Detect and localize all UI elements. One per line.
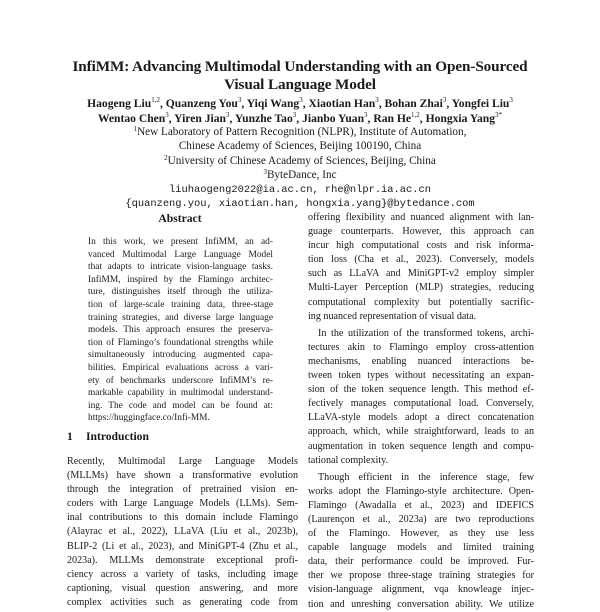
right-column-body bbox=[308, 211, 534, 612]
body-line: tational complexity. bbox=[308, 454, 389, 466]
affiliation-line: Chinese Academy of Sciences, Beijing 100190, China bbox=[178, 140, 422, 153]
affiliation-text: ByteDance, Inc bbox=[266, 169, 337, 182]
title-line: Visual Language Model bbox=[224, 76, 376, 93]
intro-line: 2023a). MLLMs demonstrate exceptional profi- bbox=[67, 554, 298, 566]
paragraph bbox=[308, 471, 534, 612]
body-line: tween token types without necessitating an expan- bbox=[308, 370, 534, 382]
author-affiliation-mark: 3 bbox=[299, 96, 303, 104]
abstract-line: tion of large-scale training data, three-stage bbox=[88, 299, 273, 310]
body-line: augmentation in token sequence length and compu- bbox=[308, 440, 534, 452]
author-name: Bohan Zhai bbox=[384, 97, 443, 110]
author-affiliation-mark: 3 bbox=[509, 96, 513, 104]
author-affiliation-mark: 3 bbox=[442, 96, 447, 104]
abstract-line: simultaneously introducing augmented capa- bbox=[88, 350, 273, 361]
body-line: works adopt the Flamingo-style architecture. Open- bbox=[308, 485, 534, 497]
body-line: tion loss (Cha et al., 2023). Conversely, models bbox=[308, 254, 534, 266]
body-line: offering flexibility and nuanced alignment with lan- bbox=[308, 212, 534, 223]
body-line: sion of the token sequence length. This method ef- bbox=[308, 384, 534, 396]
body-line: tion and unreshing conversation ability. We utilize bbox=[308, 598, 534, 610]
affiliation-line bbox=[60, 168, 540, 182]
intro-line: ciency across a variety of tasks, including image bbox=[67, 568, 298, 580]
author-affiliation-mark: 3 bbox=[375, 96, 379, 104]
body-line: fectively manages computational load. Conversely, bbox=[308, 398, 534, 410]
author-name: Wentao Chen bbox=[97, 111, 166, 125]
abstract-body bbox=[88, 236, 273, 425]
author-affiliation-mark: 3 bbox=[364, 110, 368, 119]
author-name: Yunzhe Tao bbox=[234, 111, 293, 125]
body-line: computational complexity but potentially sacrific- bbox=[308, 296, 534, 308]
affiliation-text: New Laboratory of Pattern Recognition (NLPR), Institute of Automation, bbox=[137, 126, 467, 138]
abstract-heading: Abstract bbox=[158, 212, 202, 225]
author-line: Haogeng Liu$^{1,2}$, Quanzeng You$^3$, Yiqi Wang$^3$, Xiaotian Han$^3$, Bohan Zhai$^3$, Yongfei Liu$^3$ bbox=[87, 96, 513, 110]
introduction-body bbox=[67, 455, 298, 610]
affiliation-mark: 2 bbox=[164, 153, 168, 162]
intro-line: coders with Large Language Models (LLMs). Sem- bbox=[67, 498, 298, 510]
body-line: of the Flamingo. However, as they use less bbox=[308, 528, 534, 540]
body-line: ther we propose three-stage training strategies for bbox=[308, 570, 534, 582]
intro-line: (Alayrac et al., 2022), LLaVA (Liu et al., 2023b), bbox=[67, 526, 298, 538]
intro-line: inal contributions to this domain include Flamingo bbox=[67, 512, 298, 524]
paper-title bbox=[60, 58, 540, 94]
author-name: Xiaotian Han bbox=[308, 97, 376, 110]
intro-line: captioning, visual question answering, and more bbox=[67, 582, 298, 594]
affiliation-line bbox=[60, 154, 540, 168]
abstract-line: tion of Flamingo’s foundational strengths while bbox=[88, 337, 273, 348]
paragraph bbox=[308, 327, 534, 468]
body-line: Multi-Layer Perception (MLP) strategies, reducing bbox=[308, 282, 534, 294]
author-affiliation-mark: 1,2 bbox=[411, 110, 420, 119]
body-line: mechanisms, enabling nuanced interactions be- bbox=[308, 355, 534, 367]
author-name: Yiqi Wang bbox=[246, 97, 300, 110]
affiliation-mark: 3 bbox=[263, 168, 267, 177]
body-line: Flamingo (Awadalla et al., 2023) and IDEFICS bbox=[308, 499, 534, 511]
abstract-line: models. This approach ensures the preserva- bbox=[88, 325, 273, 336]
body-line: In the utilization of the transformed tokens, archi- bbox=[318, 327, 534, 339]
body-line: approach, which, while straightforward, leads to an bbox=[308, 426, 534, 438]
author-name: Yiren Jian bbox=[174, 111, 226, 125]
author-affiliation-mark: 3 bbox=[225, 110, 230, 119]
body-line: ing nuanced representation of visual data. bbox=[308, 310, 477, 322]
author-affiliation-mark: 3 bbox=[237, 96, 242, 104]
abstract-line: In this work, we present InfiMM, an ad- bbox=[88, 237, 273, 247]
body-line: (Laurençon et al., 2023a) are two reproductions bbox=[308, 513, 534, 525]
paragraph bbox=[308, 211, 534, 324]
title-line: InfiMM: Advancing Multimodal Understanding with an Open-Sourced bbox=[72, 58, 528, 75]
author-line: Wentao Chen$^3$, Yiren Jian$^3$, Yunzhe Tao$^3$, Jianbo Yuan$^3$, Ran He$^{1,2}$, Hongxia Yang$^{3*}$ bbox=[97, 110, 503, 125]
author-name: Hongxia Yang bbox=[425, 111, 496, 125]
abstract-line: InfiMM, inspired by the Flamingo architec- bbox=[88, 274, 273, 285]
body-line: capable language models and limited training bbox=[308, 542, 534, 554]
author-list bbox=[40, 97, 560, 126]
intro-line: through the integration of pretrained vision en- bbox=[67, 484, 298, 496]
abstract-line: markable capability in multimodal understand- bbox=[88, 388, 273, 399]
abstract-line: training strategies, and diverse large language bbox=[88, 312, 273, 323]
author-name: Jianbo Yuan bbox=[302, 111, 365, 125]
intro-line: (MLLMs) have shown a transformative evolution bbox=[67, 470, 298, 482]
author-affiliation-mark: 1,2 bbox=[151, 96, 160, 104]
body-line: Though efficient in the inference stage, few bbox=[318, 471, 534, 483]
affiliations bbox=[60, 125, 540, 211]
body-line: vision-language alignment, vqa knowleage injec- bbox=[308, 584, 534, 596]
affiliation-text: University of Chinese Academy of Sciences, Beijing, China bbox=[167, 154, 436, 167]
email-line: liuhaogeng2022@ia.ac.cn, rhe@nlpr.ia.ac.cn bbox=[169, 183, 431, 196]
body-line: tectures akin to Flamingo employ cross-attention bbox=[308, 341, 534, 353]
abstract-link[interactable]: https://huggingface.co/Infi-MM. bbox=[88, 413, 210, 424]
body-line: incur high computational costs and risk informa- bbox=[308, 240, 534, 252]
abstract-line: bilities. Empirical evaluations across a vari- bbox=[88, 362, 273, 373]
section-heading-introduction bbox=[67, 430, 149, 443]
abstract-line: vanced Multimodal Large Language Model bbox=[88, 249, 273, 260]
abstract-line: ing. The code and model can be found at: bbox=[88, 400, 273, 411]
abstract-line: ety of benchmarks underscore InfiMM’s re- bbox=[88, 375, 273, 386]
intro-line: complex activities such as generating code from bbox=[67, 596, 298, 608]
author-name: Quanzeng You bbox=[165, 97, 238, 110]
intro-line: BLIP-2 (Li et al., 2023), and MiniGPT-4 (Zhu et al., bbox=[67, 540, 298, 552]
abstract-line: that adapts to intricate vision-language tasks. bbox=[88, 262, 273, 273]
section-title: Introduction bbox=[86, 430, 149, 443]
body-line: such as LLaVA and MiniGPT-v2 employ simpler bbox=[308, 268, 534, 280]
body-line: guage counterparts. However, this approach can bbox=[308, 226, 534, 238]
section-number: 1 bbox=[67, 430, 73, 443]
email-line: {quanzeng.you, xiaotian.han, hongxia.yang}@bytedance.com bbox=[125, 198, 475, 211]
author-affiliation-mark: 3 bbox=[165, 110, 169, 119]
author-name: Haogeng Liu bbox=[87, 97, 152, 110]
body-line: data, their performance could be improved. Fur- bbox=[308, 556, 534, 568]
abstract-line: ture, distinguishes itself through the utiliza- bbox=[88, 287, 273, 298]
affiliation-line bbox=[60, 125, 540, 139]
author-name: Yongfei Liu bbox=[451, 97, 510, 110]
affiliation-mark: 1 bbox=[133, 125, 138, 133]
author-affiliation-mark: 3 bbox=[292, 110, 297, 119]
body-line: LLaVA-style models adopt a direct concatenation bbox=[308, 412, 534, 424]
author-affiliation-mark: 3* bbox=[495, 110, 503, 119]
author-name: Ran He bbox=[373, 111, 412, 125]
intro-line: Recently, Multimodal Large Language Models bbox=[67, 456, 298, 467]
